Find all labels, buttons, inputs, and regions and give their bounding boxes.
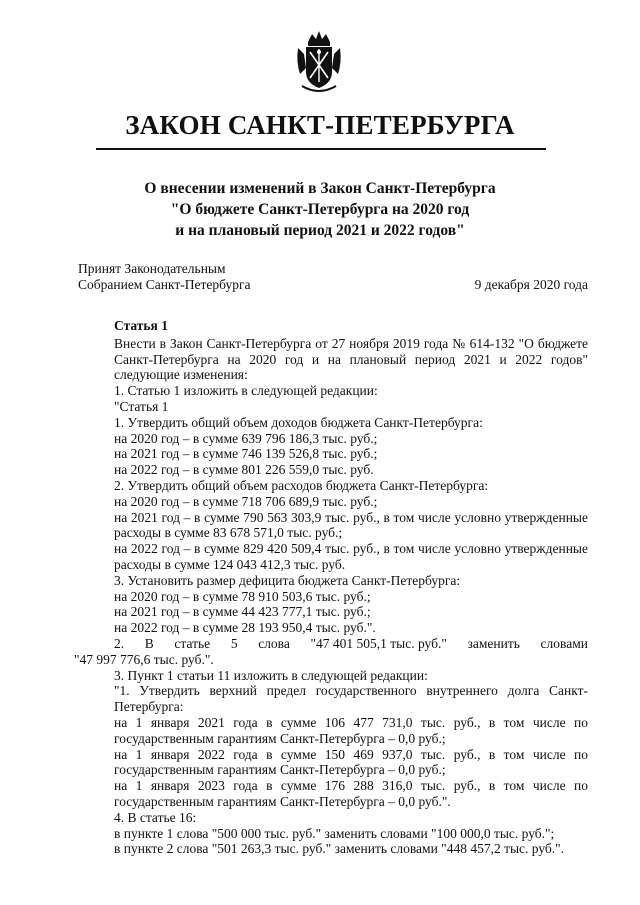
item-4-a: в пункте 1 слова "500 000 тыс. руб." заменить словами "100 000,0 тыс. руб."; [114,825,555,841]
law-subtitle [60,178,580,241]
debt-2022: на 1 января 2022 года в сумме 150 469 937,0 тыс. руб., в том числе по государственным гарантиям Санкт-Петербурга – 0,0 руб.; [114,746,588,778]
debt-2023: на 1 января 2023 года в сумме 176 288 316,0 тыс. руб., в том числе по государственным гарантиям Санкт-Петербурга – 0,0 руб.". [114,778,588,809]
item-2-word: 5 [230,635,238,651]
adoption-date: 9 декабря 2020 года [474,277,588,292]
income-2020: на 2020 год – в сумме 639 796 186,3 тыс. руб.; [114,430,378,446]
article-heading: Статья 1 [114,318,168,333]
deficit-2020: на 2020 год – в сумме 78 910 503,6 тыс. руб.; [114,588,371,604]
deficit-2021: на 2021 год – в сумме 44 423 777,1 тыс. руб.; [114,604,371,620]
adoption-line: Собранием Санкт-Петербурга [78,277,251,292]
coat-of-arms-emblem [294,28,344,96]
debt-intro: "1. Утвердить верхний предел государственного внутреннего долга Санкт-Петербурга: [114,683,588,715]
expenses-2022: на 2022 год – в сумме 829 420 509,4 тыс. руб., в том числе условно утвержденные расходы в сумме 124 043 412,3 тыс. руб. [114,541,588,572]
item-3: 3. Пункт 1 статьи 11 изложить в следующей редакции: [114,667,428,683]
item-2-word: "47 401 505,1 тыс. руб." [310,635,447,651]
income-2022: на 2022 год – в сумме 801 226 559,0 тыс. руб. [114,462,374,478]
item-2-word: слова [258,635,290,651]
paragraph-expenses: 2. Утвердить общий объем расходов бюджета Санкт-Петербурга: [114,477,489,493]
title-underline [96,148,546,150]
subtitle-line: О внесении изменений в Закон Санкт-Петербурга [144,180,496,197]
item-2-word: статье [174,635,211,651]
adoption-block [78,261,251,293]
quoted-article-heading: "Статья 1 [114,398,169,414]
item-2-word: В [144,635,154,651]
item-1: 1. Статью 1 изложить в следующей редакции: [114,383,378,399]
subtitle-line: "О бюджете Санкт-Петербурга на 2020 год [170,201,470,218]
item-2-word: заменить [467,635,520,651]
income-2021: на 2021 год – в сумме 746 139 526,8 тыс. руб.; [114,446,378,462]
paragraph-income: 1. Утвердить общий объем доходов бюджета Санкт-Петербурга: [114,414,483,430]
item-2-end: "47 997 776,6 тыс. руб.". [74,651,214,667]
expenses-2020: на 2020 год – в сумме 718 706 689,9 тыс. руб.; [114,493,378,509]
adoption-line: Принят Законодательным [78,261,226,276]
debt-2021: на 1 января 2021 года в сумме 106 477 731,0 тыс. руб., в том числе по государственным гарантиям Санкт-Петербурга – 0,0 руб.; [114,714,588,746]
item-2-word: словами [540,635,588,651]
expenses-2021: на 2021 год – в сумме 790 563 303,9 тыс. руб., в том числе условно утвержденные расходы в сумме 83 678 571,0 тыс. руб.; [114,509,588,541]
deficit-2022: на 2022 год – в сумме 28 193 950,4 тыс. руб.". [114,620,376,636]
law-title: ЗАКОН САНКТ-ПЕТЕРБУРГА [125,110,515,140]
subtitle-line: и на плановый период 2021 и 2022 годов" [175,222,465,239]
item-4-b: в пункте 2 слова "501 263,3 тыс. руб." заменить словами "448 457,2 тыс. руб.". [114,841,565,857]
article-intro: Внести в Закон Санкт-Петербурга от 27 ноября 2019 года № 614-132 "О бюджете Санкт-Петербурга на 2020 год и на плановый период 2021 и 2022 годов" следующие изменения: [114,335,588,383]
law-body [74,318,588,857]
item-2 [74,636,588,652]
item-4: 4. В статье 16: [114,809,197,825]
item-2-word: 2. [114,635,125,651]
paragraph-deficit: 3. Установить размер дефицита бюджета Санкт-Петербурга: [114,572,461,588]
